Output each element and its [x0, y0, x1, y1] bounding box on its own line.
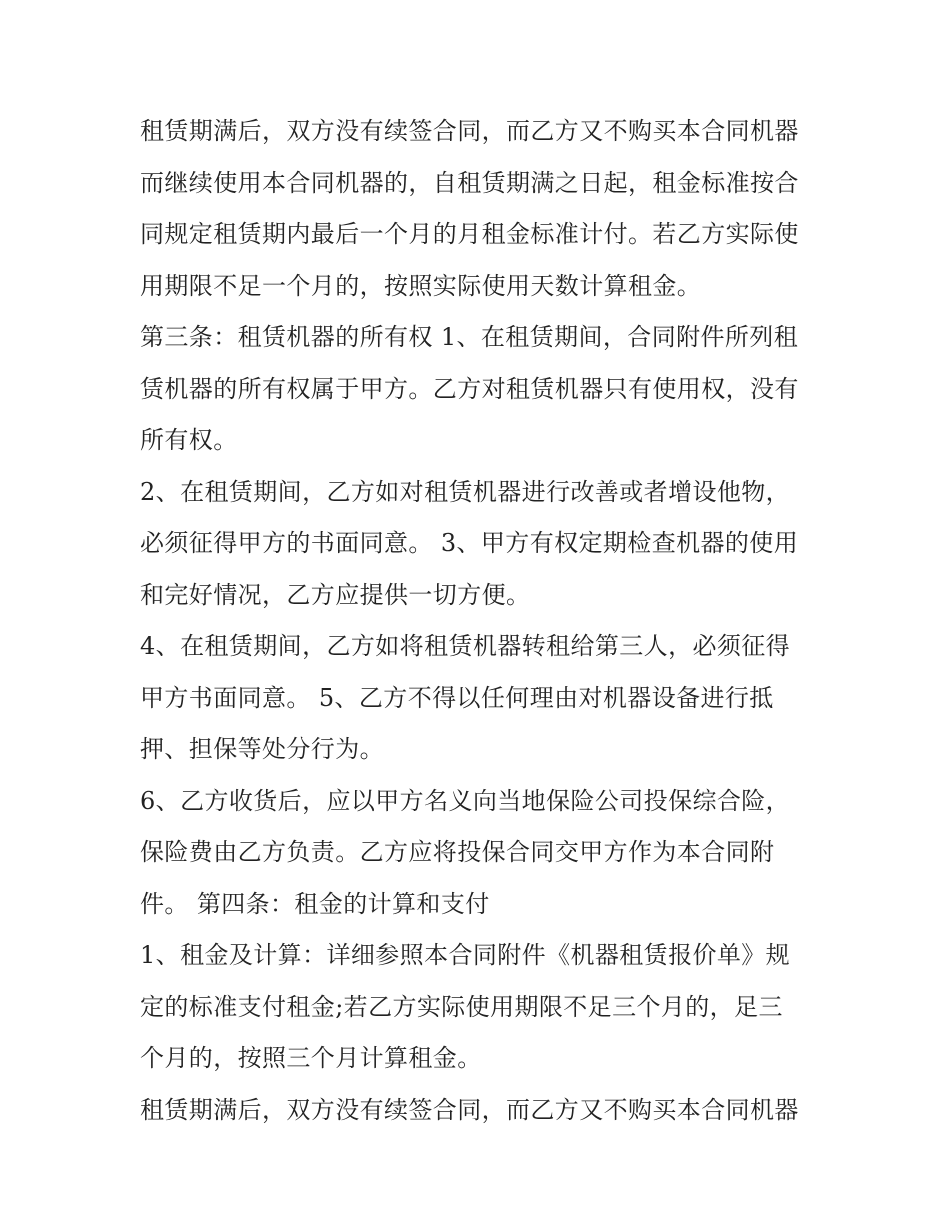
text-line: 个月的，按照三个月计算租金。: [140, 1044, 482, 1072]
text-line: 2、在租赁期间，乙方如对租赁机器进行改善或者增设他物，: [140, 477, 791, 506]
text-line: 4、在租赁期间，乙方如将租赁机器转租给第三人，必须征得: [140, 632, 791, 660]
paragraph-clause-2-3: [140, 467, 820, 622]
document-body: [140, 106, 820, 1136]
paragraph-rent-calculation: [140, 930, 820, 1085]
text-line: 而继续使用本合同机器的，自租赁期满之日起，租金标准按合: [140, 168, 799, 197]
text-line: 赁机器的所有权属于甲方。乙方对租赁机器只有使用权，没有: [140, 374, 799, 403]
text-line: 1、租金及计算：详细参照本合同附件《机器租赁报价单》规: [140, 941, 791, 969]
text-line: 第三条：租赁机器的所有权 1、在租赁期间，合同附件所列租: [140, 323, 799, 351]
text-line: 所有权。: [140, 426, 238, 454]
text-line: 件。 第四条：租金的计算和支付: [140, 889, 490, 918]
paragraph-clause-6-article-4: [140, 776, 820, 931]
paragraph-lease-expiry: [140, 106, 820, 312]
text-line: 租赁期满后，双方没有续签合同，而乙方又不购买本合同机器: [140, 1095, 799, 1124]
text-line: 押、担保等处分行为。: [140, 735, 384, 763]
text-line: 和完好情况，乙方应提供一切方便。: [140, 580, 531, 609]
text-line: 用期限不足一个月的，按照实际使用天数计算租金。: [140, 271, 702, 300]
text-line: 6、乙方收货后，应以甲方名义向当地保险公司投保综合险，: [140, 786, 791, 815]
text-line: 保险费由乙方负责。乙方应将投保合同交甲方作为本合同附: [140, 838, 775, 866]
paragraph-lease-expiry-repeat: [140, 1085, 820, 1137]
paragraph-clause-4-5: [140, 621, 820, 776]
text-line: 租赁期满后，双方没有续签合同，而乙方又不购买本合同机器: [140, 117, 799, 145]
text-line: 甲方书面同意。 5、乙方不得以任何理由对机器设备进行抵: [140, 683, 774, 712]
paragraph-article-3: [140, 312, 820, 467]
text-line: 定的标准支付租金;若乙方实际使用期限不足三个月的，足三: [140, 992, 783, 1021]
text-line: 同规定租赁期内最后一个月的月租金标准计付。若乙方实际使: [140, 220, 799, 248]
text-line: 必须征得甲方的书面同意。 3、甲方有权定期检查机器的使用: [140, 529, 799, 557]
